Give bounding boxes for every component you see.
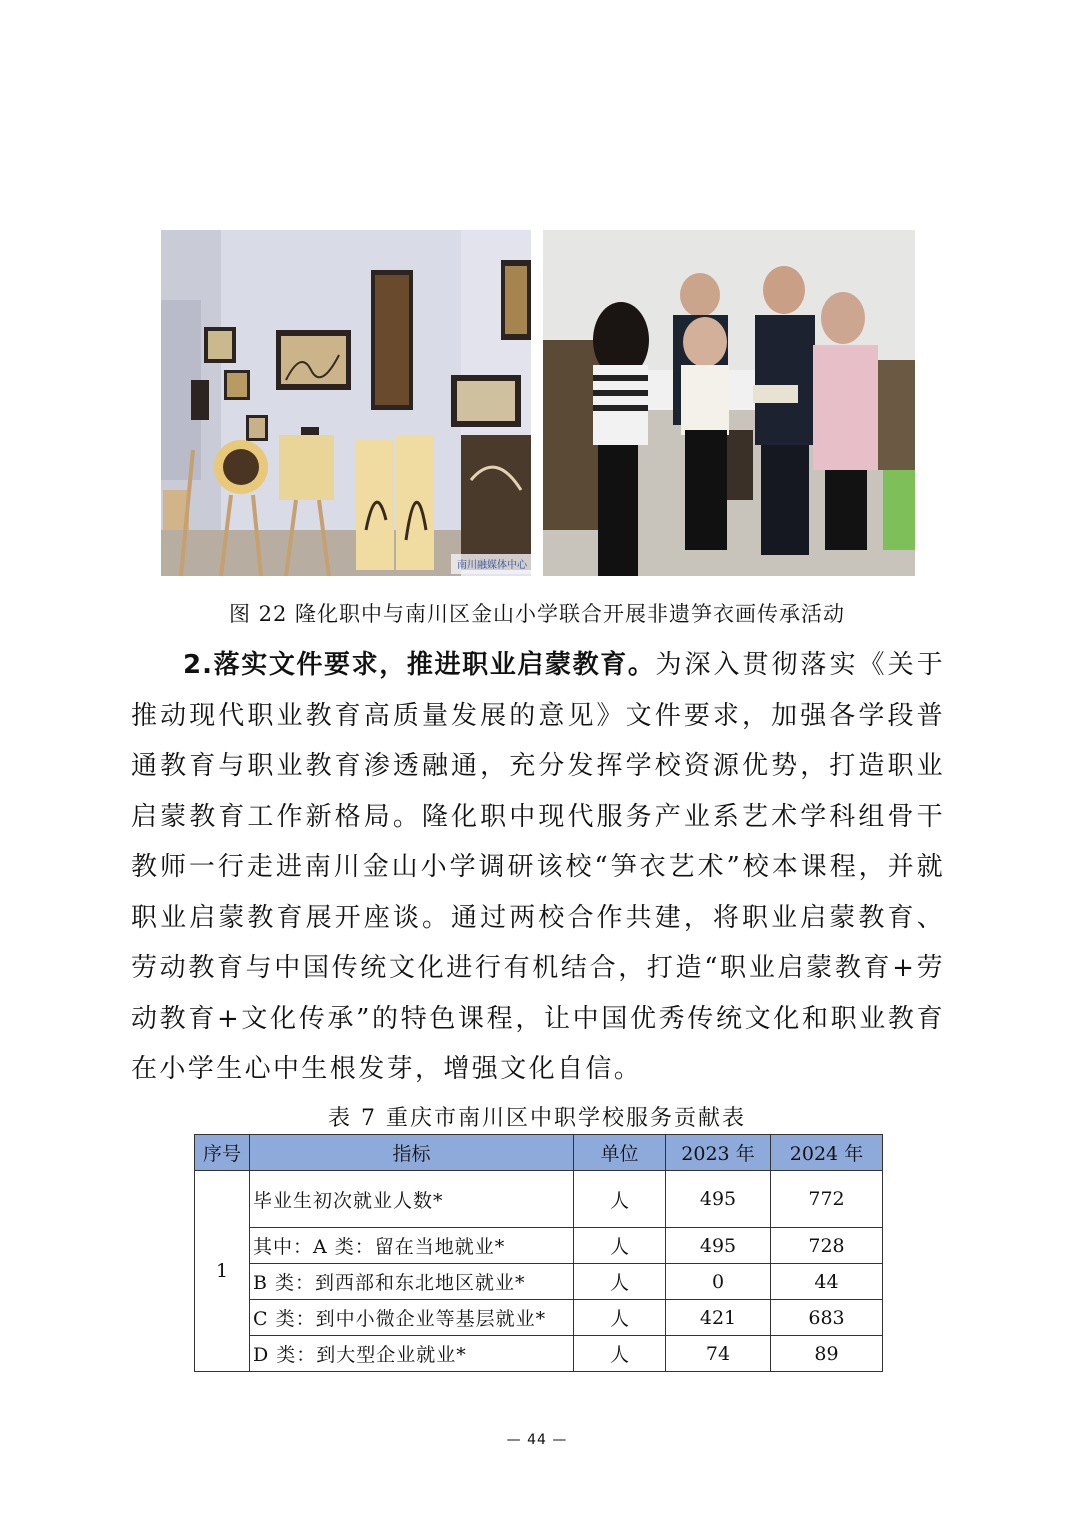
artwork-display-image — [161, 230, 531, 576]
watermark-text: 南川融媒体中心 — [457, 560, 527, 571]
body-paragraph — [131, 640, 945, 1095]
figure-caption: 图 22 隆化职中与南川区金山小学联合开展非遗笋衣画传承活动 — [228, 602, 846, 626]
indicator-cell: 毕业生初次就业人数* — [250, 1171, 574, 1228]
photo-artwork-display — [161, 230, 531, 576]
page-number: — 44 — — [506, 1432, 568, 1448]
header-2023: 2023 年 — [666, 1135, 771, 1171]
indicator-cell: 其中：A 类：留在当地就业* — [250, 1228, 574, 1264]
table-row — [195, 1300, 883, 1336]
unit-cell: 人 — [574, 1171, 666, 1228]
value-2023-cell: 495 — [666, 1171, 771, 1228]
value-2023-cell: 421 — [666, 1300, 771, 1336]
table-row — [195, 1336, 883, 1372]
value-2024-cell: 728 — [771, 1228, 883, 1264]
unit-cell: 人 — [574, 1336, 666, 1372]
table-row — [195, 1171, 883, 1228]
paragraph-heading: 2.落实文件要求，推进职业启蒙教育。 — [183, 650, 656, 680]
photo-teachers-discussion — [543, 230, 915, 576]
indicator-cell: D 类：到大型企业就业* — [250, 1336, 574, 1372]
teachers-discussion-image — [543, 230, 915, 576]
header-2024: 2024 年 — [771, 1135, 883, 1171]
table-row — [195, 1264, 883, 1300]
indicator-cell: B 类：到西部和东北地区就业* — [250, 1264, 574, 1300]
table-header-row — [195, 1135, 883, 1171]
value-2024-cell: 44 — [771, 1264, 883, 1300]
header-serial: 序号 — [195, 1135, 250, 1171]
value-2024-cell: 89 — [771, 1336, 883, 1372]
service-contribution-table — [194, 1134, 883, 1372]
header-indicator: 指标 — [250, 1135, 574, 1171]
table-row — [195, 1228, 883, 1264]
value-2023-cell: 0 — [666, 1264, 771, 1300]
header-unit: 单位 — [574, 1135, 666, 1171]
table-title: 表 7 重庆市南川区中职学校服务贡献表 — [328, 1106, 746, 1131]
value-2024-cell: 683 — [771, 1300, 883, 1336]
value-2024-cell: 772 — [771, 1171, 883, 1228]
unit-cell: 人 — [574, 1228, 666, 1264]
value-2023-cell: 74 — [666, 1336, 771, 1372]
paragraph-body: 为深入贯彻落实《关于推动现代职业教育高质量发展的意见》文件要求，加强各学段普通教育与职业教育渗透融通，充分发挥学校资源优势，打造职业启蒙教育工作新格局。隆化职中现代服务产业系艺术学科组骨干教师一行走进南川金山小学调研该校“笋衣艺术”校本课程，并就职业启蒙教育展开座谈。通过两校合作共建，将职业启蒙教育、劳动教育与中国传统文化进行有机结合，打造“职业启蒙教育+劳动教育+文化传承”的特色课程，让中国优秀传统文化和职业教育在小学生心中生根发芽，增强文化自信。 — [131, 650, 945, 1084]
indicator-cell: C 类：到中小微企业等基层就业* — [250, 1300, 574, 1336]
serial-cell: 1 — [195, 1171, 250, 1372]
unit-cell: 人 — [574, 1300, 666, 1336]
unit-cell: 人 — [574, 1264, 666, 1300]
value-2023-cell: 495 — [666, 1228, 771, 1264]
